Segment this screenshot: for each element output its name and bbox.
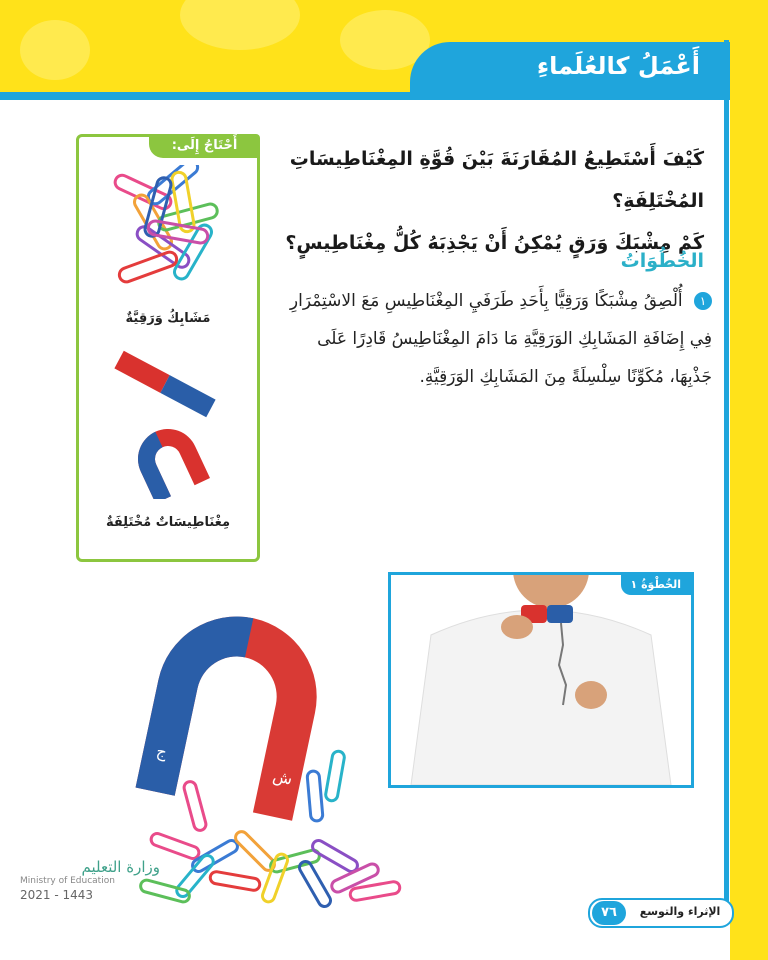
ministry-name-arabic: وزارة التعليم (81, 858, 160, 876)
step-item (282, 282, 712, 396)
ministry-name-english: Ministry of Education (20, 876, 115, 886)
materials-heading: أَحْتَاجُ إِلَى: (149, 134, 260, 158)
edition-year: 2021 - 1443 (20, 888, 94, 902)
page-number: ٧٦ (592, 901, 626, 925)
step-number-badge: ١ (694, 292, 712, 310)
step-photo (388, 572, 694, 788)
paper-clips-label: مَشَابِكُ وَرَقِيَّةٌ (125, 311, 211, 326)
north-pole-label: ش (271, 765, 295, 789)
ministry-logo (20, 858, 160, 902)
background-blob (20, 20, 90, 80)
section-label: الإثراء والتوسع (639, 905, 721, 918)
steps-heading: الخُطُوَاتُ (620, 250, 704, 272)
question-line-1: كَيْفَ أَسْتَطِيعُ المُقَارَنَةَ بَيْنَ قُوَّةِ المِغْنَاطِيسَاتِ المُخْتَلِفَةِ؟ (289, 148, 704, 212)
inquiry-question (284, 138, 704, 264)
student-illustration (391, 575, 691, 785)
page-title: أَعْمَلُ كالعُلَماءِ (536, 52, 700, 80)
question-line-2: كَمْ مِشْبَكَ وَرَقٍ يُمْكِنُ أَنْ يَجْذِبَهُ كُلُّ مِغْنَاطِيسٍ؟ (285, 232, 704, 254)
step-text: أُلْصِقُ مِشْبَكًا وَرَقِيًّا بِأَحَدِ طَرَفَيِ المِغْنَاطِيسِ مَعَ الاسْتِمْرَارِ فِي إِضَافَةِ المَشَابِكِ الوَرَقِيَّةِ مَا دَامَ المِغْنَاطِيسُ قَادِرًا عَلَى جَذْبِهَا، مُكَوِّنًا سِلْسِلَةً مِنَ المَشَابِكِ الوَرَقِيَّةِ. (289, 291, 712, 387)
magnets-label: مِغْنَاطِيسَاتٌ مُخْتَلِفَةٌ (105, 515, 231, 530)
horseshoe-magnet-image (123, 419, 213, 499)
south-pole-label: ج (154, 741, 169, 762)
bar-magnet-image (105, 349, 225, 419)
materials-panel (76, 134, 260, 562)
paper-clips-image (103, 165, 233, 295)
photo-step-tag: الخُطْوَةُ ١ (621, 575, 691, 595)
background-blob (180, 0, 300, 50)
page-right-border (724, 40, 729, 920)
